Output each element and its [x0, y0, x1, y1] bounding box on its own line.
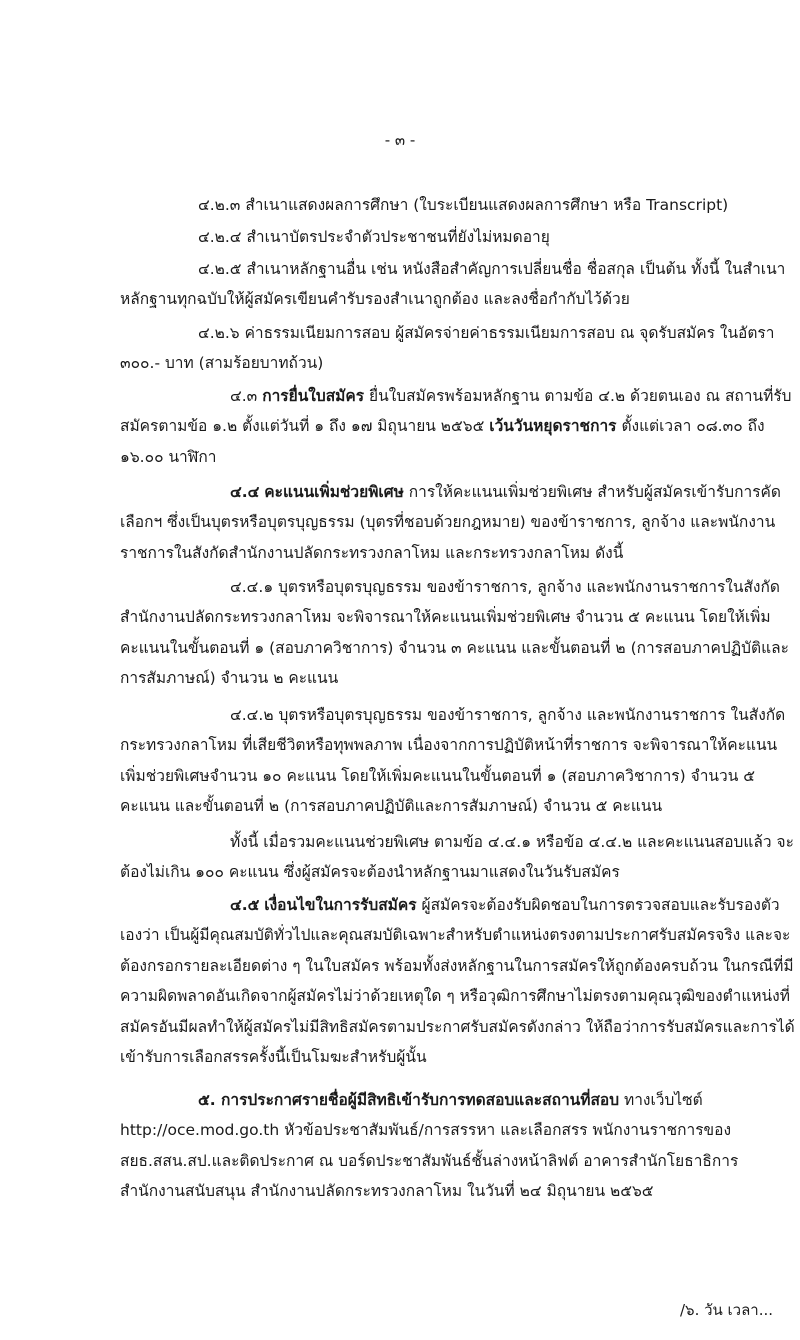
section-4-5	[120, 890, 800, 1072]
item-4-2-4: ๔.๒.๔ สำเนาบัตรประจำตัวประชาชนที่ยังไม่หมดอายุ	[198, 228, 550, 246]
next-page-footer: /๖. วัน เวลา...	[680, 1301, 774, 1319]
section-5	[120, 1085, 800, 1207]
section-4-3-text: ยื่นใบสมัครพร้อมหลักฐาน ตามข้อ ๔.๒ ด้วยตนเอง ณ สถานที่รับสมัครตามข้อ ๑.๒ ตั้งแต่วันที่ ๑ ถึง ๑๗ มิถุนายน ๒๕๖๕	[120, 387, 792, 436]
section-4-5-text: ผู้สมัครจะต้องรับผิดชอบในการตรวจสอบและรับรองตัวเองว่า เป็นผู้มีคุณสมบัติทั่วไปและคุณสมบัติเฉพาะสำหรับตำแหน่งตรงตามประกาศรับสมัครจริง และจะต้องกรอกรายละเอียดต่าง ๆ ในใบสมัคร พร้อมทั้งส่งหลักฐานในการสมัครให้ถูกต้องครบถ้วน ในกรณีที่มีความผิดพลาดอันเกิดจากผู้สมัครไม่ว่าด้วยเหตุใด ๆ หรือวุฒิการศึกษาไม่ตรงตามคุณวุฒิของตำแหน่งที่สมัครอันมีผลทำให้ผู้สมัครไม่มีสิทธิสมัครตามประกาศรับสมัครดังกล่าว ให้ถือว่าการรับสมัครและการได้เข้ารับการเลือกสรรครั้งนี้เป็นโมฆะสำหรับผู้นั้น	[120, 896, 795, 1067]
section-4-4-text: การให้คะแนนเพิ่มช่วยพิเศษ สำหรับผู้สมัครเข้ารับการคัดเลือกฯ ซึ่งเป็นบุตรหรือบุตรบุญธรรม (บุตรที่ชอบด้วยกฎหมาย) ของข้าราชการ, ลูกจ้าง และพนักงานราชการในสังกัดสำนักงานปลัดกระทรวงกลาโหม และกระทรวงกลาโหม ดังนี้	[120, 483, 781, 562]
item-4-2-3: ๔.๒.๓ สำเนาแสดงผลการศึกษา (ใบระเบียนแสดงผลการศึกษา หรือ Transcript)	[198, 196, 729, 214]
section-4-3-heading: การยื่นใบสมัคร	[262, 387, 365, 405]
section-4-5-heading: เงื่อนไขในการรับสมัคร	[264, 896, 417, 914]
section-5-text: ทางเว็บไซต์ http://oce.mod.go.th หัวข้อประชาสัมพันธ์/การสรรหา และเลือกสรร พนักงานราชการของ สยธ.สสน.สป.และติดประกาศ ณ บอร์ดประชาสัมพันธ์ชั้นล่างหน้าลิฟต์ อาคารสำนักโยธาธิการ สำนักงานสนับสนุน สำนักงานปลัดกระทรวงกลาโหม ในวันที่ ๒๔ มิถุนายน ๒๕๖๕	[120, 1091, 739, 1201]
section-4-3-bold: เว้นวันหยุดราชการ	[489, 417, 617, 436]
page-number: - ๓ -	[384, 131, 416, 149]
section-4-4-1: ๔.๔.๑ บุตรหรือบุตรบุญธรรม ของข้าราชการ, ลูกจ้าง และพนักงานราชการในสังกัดสำนักงานปลัดกระทรวงกลาโหม จะพิจารณาให้คะแนนเพิ่มช่วยพิเศษ จำนวน ๕ คะแนน โดยให้เพิ่มคะแนนในขั้นตอนที่ ๑ (สอบภาควิชาการ) จำนวน ๓ คะแนน และขั้นตอนที่ ๒ (การสอบภาคปฏิบัติและการสัมภาษณ์) จำนวน ๒ คะแนน	[120, 578, 789, 688]
section-4-4-note: ทั้งนี้ เมื่อรวมคะแนนช่วยพิเศษ ตามข้อ ๔.๔.๑ หรือข้อ ๔.๔.๒ และคะแนนสอบแล้ว จะต้องไม่เกิน ๑๐๐ คะแนน ซึ่งผู้สมัครจะต้องนำหลักฐานมาแสดงในวันรับสมัคร	[120, 833, 794, 882]
section-4-3-number: ๔.๓	[230, 387, 258, 405]
section-4-4-heading: คะแนนเพิ่มช่วยพิเศษ	[264, 483, 404, 501]
section-4-5-number: ๔.๕	[230, 896, 260, 914]
item-4-2-6: ๔.๒.๖ ค่าธรรมเนียมการสอบ ผู้สมัครจ่ายค่าธรรมเนียมการสอบ ณ จุดรับสมัคร ในอัตรา ๓๐๐.- บาท (สามร้อยบาทถ้วน)	[120, 324, 775, 373]
section-5-heading: ๕. การประกาศรายชื่อผู้มีสิทธิเข้ารับการทดสอบและสถานที่สอบ	[198, 1091, 620, 1109]
section-4-3-text2: ตั้งแต่เวลา ๐๘.๓๐ ถึง ๑๖.๐๐ นาฬิกา	[120, 417, 765, 466]
item-4-2-5: ๔.๒.๕ สำเนาหลักฐานอื่น เช่น หนังสือสำคัญการเปลี่ยนชื่อ ชื่อสกุล เป็นต้น ทั้งนี้ ในสำเนาหลักฐานทุกฉบับให้ผู้สมัครเขียนคำรับรองสำเนาถูกต้อง และลงชื่อกำกับไว้ด้วย	[120, 260, 786, 309]
section-4-4	[120, 477, 800, 568]
section-4-4-number: ๔.๔	[230, 483, 260, 501]
section-4-4-2: ๔.๔.๒ บุตรหรือบุตรบุญธรรม ของข้าราชการ, ลูกจ้าง และพนักงานราชการ ในสังกัดกระทรวงกลาโหม ที่เสียชีวิตหรือทุพพลภาพ เนื่องจากการปฏิบัติหน้าที่ราชการ จะพิจารณาให้คะแนนเพิ่มช่วยพิเศษจำนวน ๑๐ คะแนน โดยให้เพิ่มคะแนนในขั้นตอนที่ ๑ (สอบภาควิชาการ) จำนวน ๕ คะแนน และขั้นตอนที่ ๒ (การสอบภาคปฏิบัติและการสัมภาษณ์) จำนวน ๕ คะแนน	[120, 706, 786, 816]
section-4-3	[120, 381, 800, 472]
